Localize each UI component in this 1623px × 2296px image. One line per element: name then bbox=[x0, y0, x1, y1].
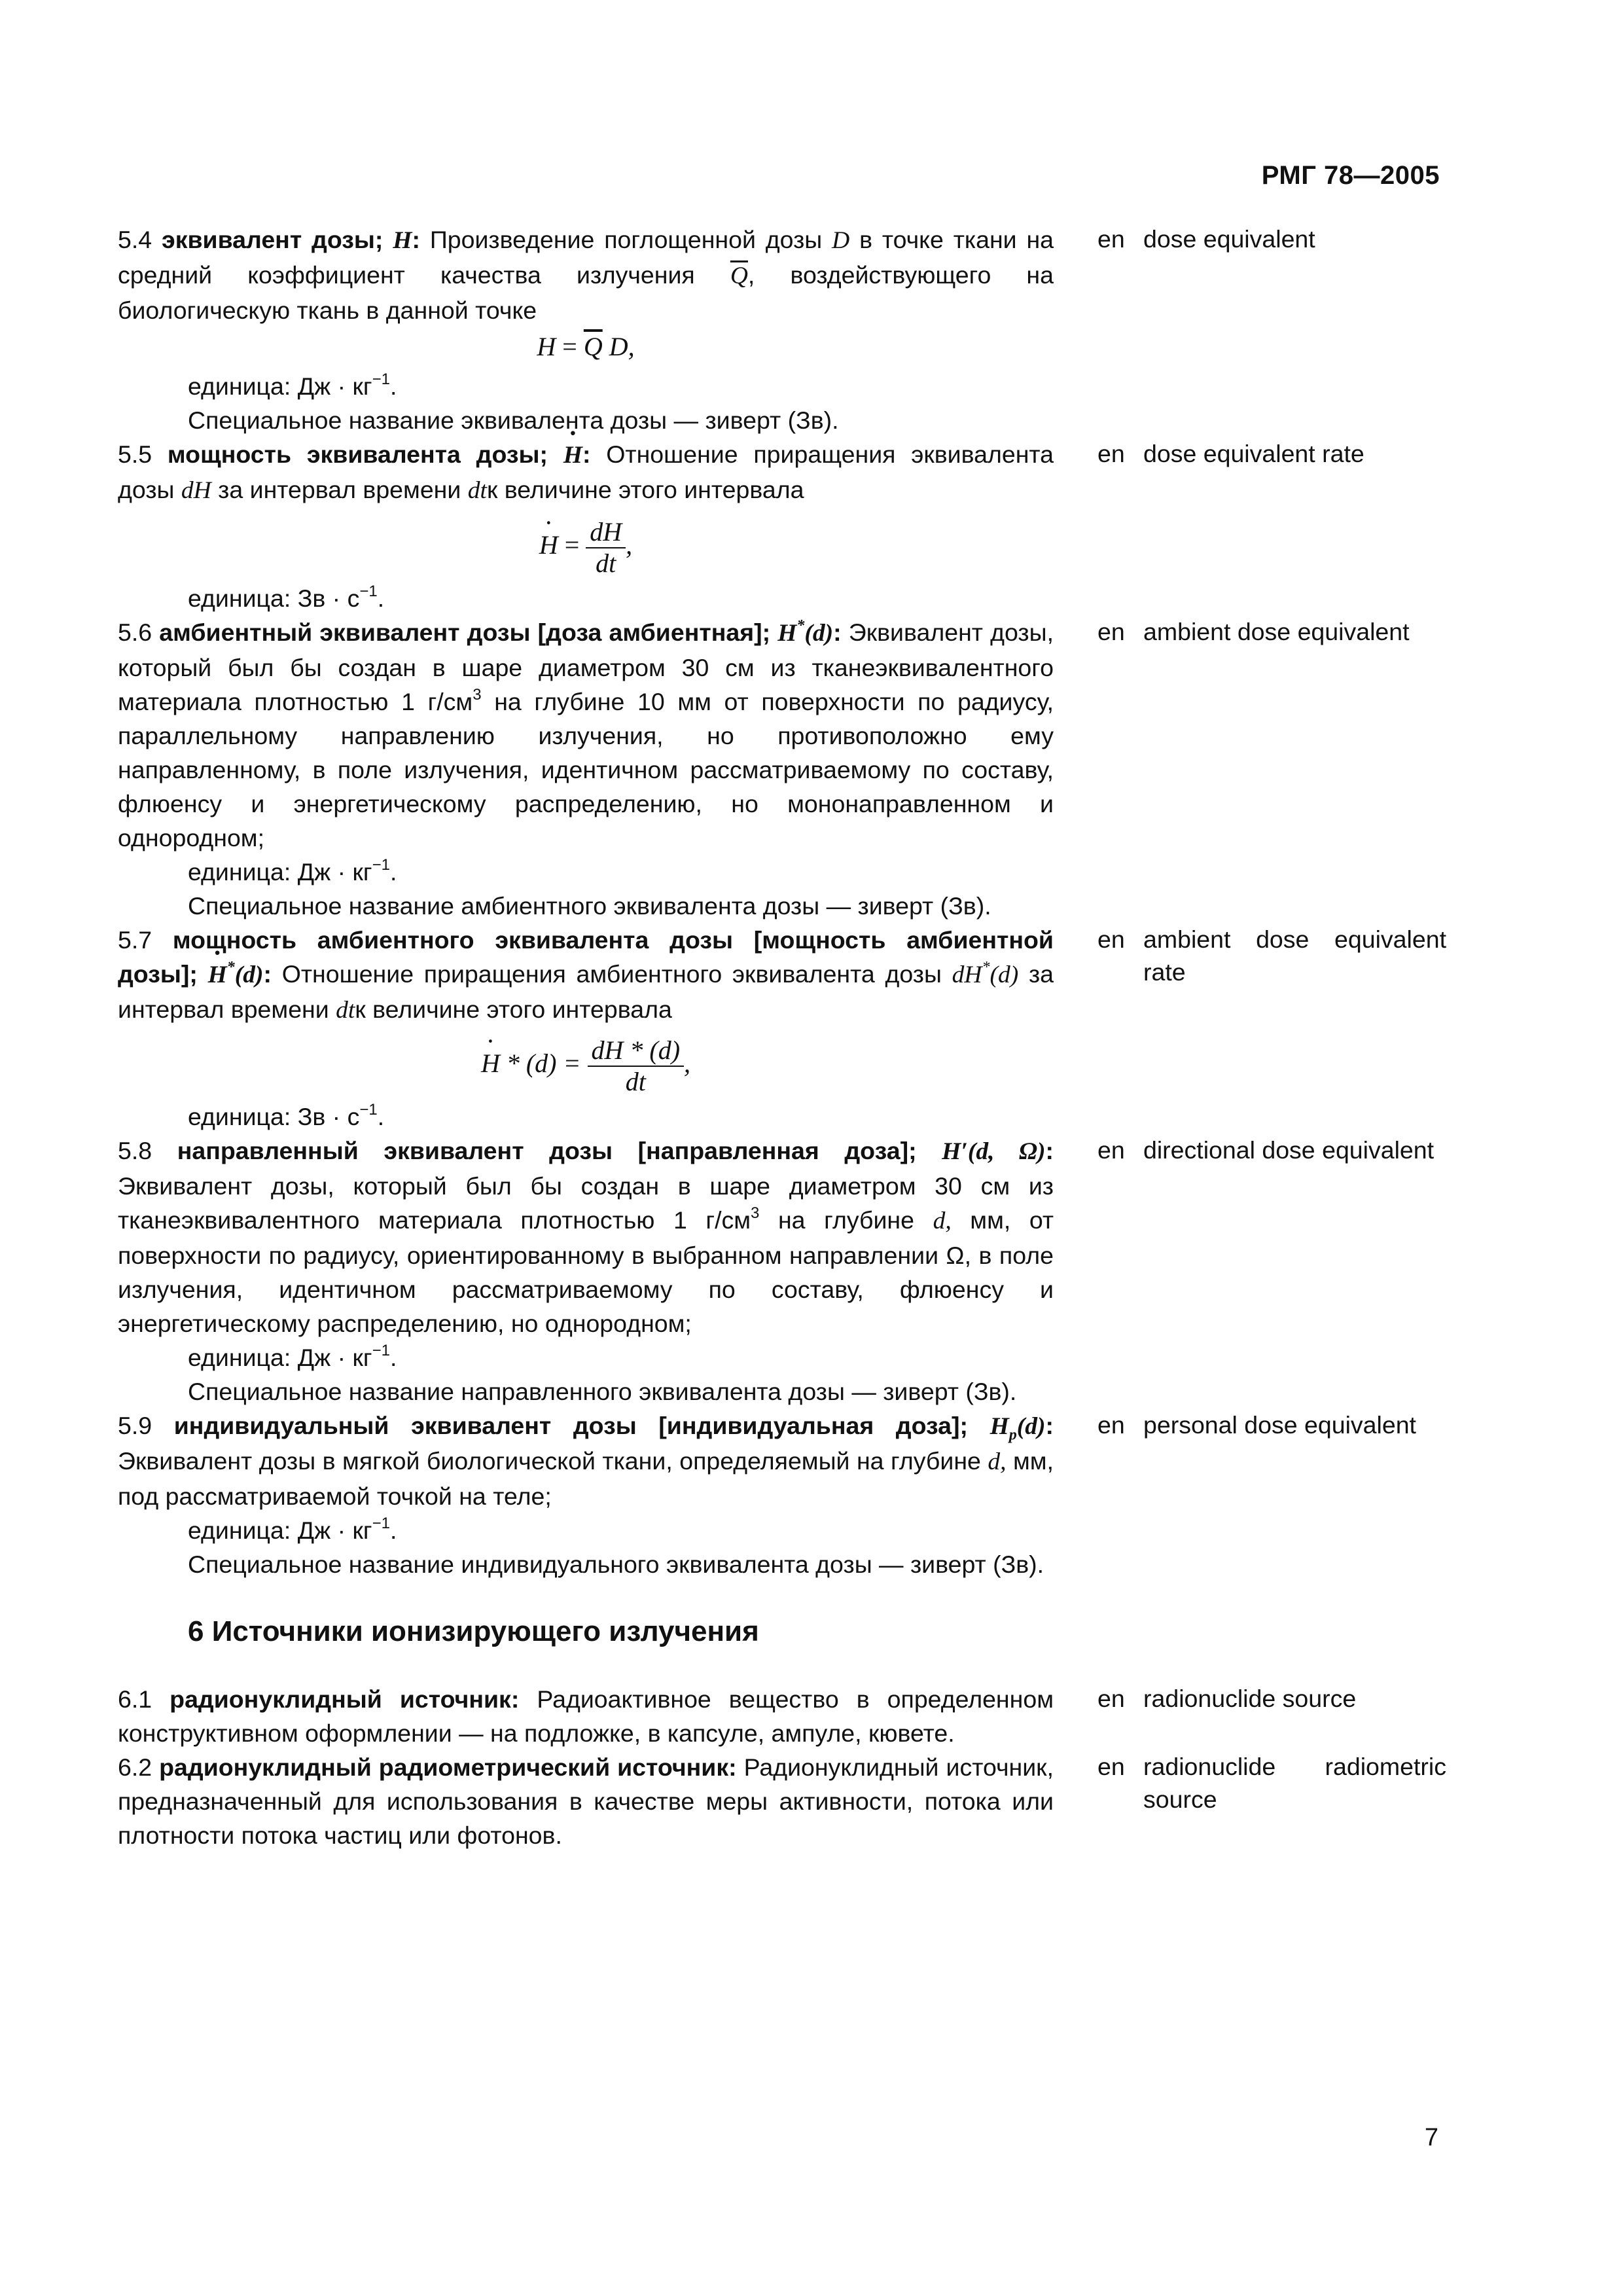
entry-term: радионуклидный радиометрический источник: bbox=[159, 1753, 737, 1781]
unit-line: единица: Зв · $с^{-1}$. bbox=[188, 583, 385, 612]
special-name: Специальное название амбиентного эквивалента дозы — зиверт (Зв). bbox=[188, 892, 991, 920]
unit-line: единица: Дж · $кг^{-1}$. bbox=[188, 1515, 397, 1544]
entry-term: эквивалент дозы; bbox=[162, 226, 383, 253]
entry-term: радионуклидный источник: bbox=[169, 1685, 520, 1713]
unit-line: единица: Дж · $кг^{-1}$. bbox=[188, 1342, 397, 1371]
section-title: 6 Источники ионизирующего излучения bbox=[188, 1615, 759, 1647]
entry-number: 5.4 bbox=[118, 226, 152, 253]
special-name: Специальное название эквивалента дозы — зиверт (Зв). bbox=[188, 406, 839, 434]
entry-term: индивидуальный эквивалент дозы [индивидуальная доза]; bbox=[173, 1412, 968, 1439]
entry-term: мощность эквивалента дозы; bbox=[167, 440, 548, 468]
entry-number: 6.1 bbox=[118, 1685, 152, 1713]
entry-symbol: H*(d) bbox=[777, 617, 834, 647]
entry-6-1 bbox=[118, 1682, 1446, 1750]
unit-line: единица: Дж · $кг^{-1}$. bbox=[188, 856, 397, 886]
entry-symbol: H bbox=[393, 227, 412, 254]
entry-6-2 bbox=[118, 1750, 1446, 1852]
entry-5-8 bbox=[118, 1134, 1446, 1408]
entry-term: направленный эквивалент дозы [направленная доза]; bbox=[177, 1137, 917, 1164]
special-name: Специальное название индивидуального эквивалента дозы — зиверт (Зв). bbox=[188, 1551, 1044, 1578]
entry-definition: 5.7 мощность амбиентного эквивалента дозы [мощность амбиентной дозы]; · H*(d): Отношение приращения амбиентного эквивалента дозы dH*(d) за интервал времени dtк величине этого интервала bbox=[118, 923, 1054, 1028]
entry-definition: 5.8 направленный эквивалент дозы [направленная доза]; H′(d, Ω): Эквивалент дозы, который был бы создан в шаре диаметром 30 см из тканеэквивалентного материала плотностью 1 $г/см^3$ на глубине d, мм, от поверхности по радиусу, ориентированному в выбранном направлении Ω, в поле излучения, идентичном рассматриваемому по составу, флюенсу и энергетическому распределению, но однородном; bbox=[118, 1137, 1054, 1337]
entry-number: 5.5 bbox=[118, 440, 152, 468]
entry-definition: 5.9 индивидуальный эквивалент дозы [индивидуальная доза]; $H_p(d)$: Эквивалент дозы в мягкой биологической ткани, определяемый на глубине d, мм, под рассматриваемой точкой на теле; bbox=[118, 1412, 1054, 1510]
unit-line: единица: Зв · $с^{-1}$. bbox=[188, 1101, 385, 1130]
entry-symbol: · H*(d) bbox=[208, 961, 264, 988]
formula: · H = $\frac{dH}{dt}$ , bbox=[118, 517, 1054, 579]
english-equivalent: en dose equivalent bbox=[1097, 225, 1315, 253]
english-equivalent: en dose equivalent rate bbox=[1097, 440, 1364, 467]
entry-5-4 bbox=[118, 223, 1446, 437]
entry-number: 5.9 bbox=[118, 1412, 152, 1439]
entry-definition: 6.1 радионуклидный источник: Радиоактивное вещество в определенном конструктивном оформлении — на подложке, в капсуле, ампуле, кювете. bbox=[118, 1685, 1054, 1747]
entry-5-7 bbox=[118, 923, 1446, 1134]
entry-number: 5.7 bbox=[118, 926, 152, 954]
entry-definition: 5.4 эквивалент дозы; H: Произведение поглощенной дозы D в точке ткани на средний коэффициент качества излучения $\overline{Q}$, воздействующего на биологическую ткань в данной точке bbox=[118, 226, 1054, 324]
entry-symbol: $H_p(d)$ bbox=[990, 1413, 1046, 1444]
entry-number: 5.8 bbox=[118, 1137, 152, 1164]
english-equivalent: en directional dose equivalent bbox=[1097, 1136, 1435, 1164]
entry-symbol: H′(d, Ω) bbox=[942, 1138, 1046, 1165]
entry-number: 6.2 bbox=[118, 1753, 152, 1781]
entry-5-9 bbox=[118, 1408, 1446, 1581]
english-equivalent: en ambient dose equivalent rate bbox=[1097, 925, 1446, 986]
entry-definition: 5.6 амбиентный эквивалент дозы [доза амбиентная]; H*(d): Эквивалент дозы, который был бы создан в шаре диаметром 30 см из тканеэквивалентного материала плотностью 1 $г/см^3$ на глубине 10 мм от поверхности по радиусу, параллельному направлению излучения, но противоположно ему направленному, в поле излучения, идентичном рассматриваемому по составу, флюенсу и энергетическому распределению, но мононаправленном и однородном; bbox=[118, 617, 1054, 852]
english-equivalent: en radionuclide source bbox=[1097, 1685, 1357, 1712]
formula: $H = \overline{Q}$ D, bbox=[537, 332, 635, 361]
entry-5-5 bbox=[118, 437, 1446, 615]
entry-number: 5.6 bbox=[118, 619, 152, 646]
unit-line: единица: Дж · $кг^{-1}$. bbox=[188, 370, 397, 400]
entry-term: амбиентный эквивалент дозы [доза амбиентная]; bbox=[159, 619, 771, 646]
entry-term: мощность амбиентного эквивалента дозы [мощность амбиентной дозы]; bbox=[118, 926, 1054, 988]
entry-definition: 6.2 радионуклидный радиометрический источник: Радионуклидный источник, предназначенный для использования в качестве меры активности, потока или плотности потока частиц или фотонов. bbox=[118, 1753, 1054, 1849]
english-equivalent: en radionuclide radiometric source bbox=[1097, 1753, 1446, 1813]
entry-symbol: · H bbox=[563, 439, 582, 473]
page-number: 7 bbox=[1424, 2124, 1438, 2151]
formula: · H * (d) = $\frac{dH * (d)}{dt}$ , bbox=[118, 1035, 1054, 1097]
entry-5-6 bbox=[118, 615, 1446, 923]
english-equivalent: en personal dose equivalent bbox=[1097, 1411, 1416, 1439]
document-body bbox=[118, 223, 1446, 1852]
page-header-code: РМГ 78—2005 bbox=[1261, 161, 1440, 190]
english-equivalent: en ambient dose equivalent bbox=[1097, 618, 1410, 645]
entry-definition: 5.5 мощность эквивалента дозы; · H: Отношение приращения эквивалента дозы dH за интервал времени dtк величине этого интервала bbox=[118, 437, 1054, 508]
special-name: Специальное название направленного эквивалента дозы — зиверт (Зв). bbox=[188, 1378, 1017, 1405]
